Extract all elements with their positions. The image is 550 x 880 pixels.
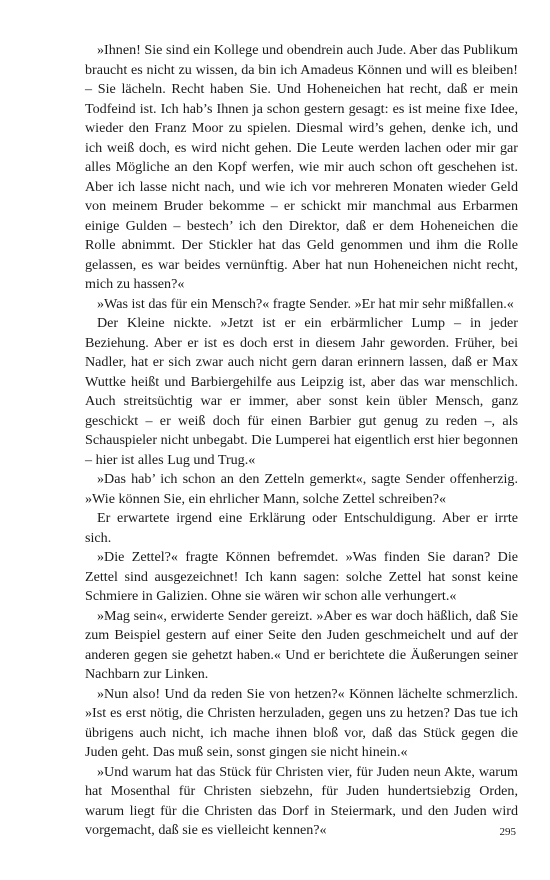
page-number: 295 (499, 826, 516, 838)
paragraph: »Die Zettel?« fragte Können befremdet. »Was finden Sie daran? Die Zettel sind ausgezeichnet! Ich kann sagen: solche Zettel hat sonst keine Schmiere in Galizien. Ohne sie wären wir schon alle verhungert.« (85, 549, 518, 604)
paragraph: »Was ist das für ein Mensch?« fragte Sender. »Er hat mir sehr mißfallen.« (97, 295, 514, 312)
paragraph: »Und warum hat das Stück für Christen vier, für Juden neun Akte, warum hat Mosenthal für Christen siebzehn, für Juden hundertsiebzig Orden, warum liegt für die Christen das Dorf in Steiermark, und den Juden wird vorgemacht, daß sie es vielleicht kennen?« (85, 763, 518, 838)
paragraph: »Das hab’ ich schon an den Zetteln gemerkt«, sagte Sender offenherzig. »Wie können Sie, ein ehrlicher Mann, solche Zettel schreiben?« (85, 471, 518, 507)
paragraph: »Nun also! Und da reden Sie von hetzen?« Können lächelte schmerzlich. »Ist es erst nötig, die Christen herzuladen, gegen uns zu hetzen? Das tue ich übrigens auch nicht, ich mache ihnen bloß vor, daß das Stück gegen die Juden geht. Das muß sein, sonst gingen sie nicht hinein.« (85, 685, 518, 760)
paragraph: »Ihnen! Sie sind ein Kollege und obendrein auch Jude. Aber das Publikum braucht es nicht zu wissen, da bin ich Amadeus Können und will es bleiben! – Sie lächeln. Recht haben Sie. Und Hoheneichen hat recht, daß er mein Todfeind ist. Ich hab’s Ihnen ja schon gestern gesagt: es ist meine fixe Idee, wieder den Franz Moor zu spielen. Diesmal wird’s gehen, denke ich, und ich weiß doch, es wird nicht gehen. Die Leute werden lachen oder mir gar alles Mögliche an den Kopf werfen, wie mir auch schon oft geschehen ist. Aber ich lasse nicht nach, und wie ich vor mehreren Monaten wieder Geld von meinem Bruder bekomme – er schickt mir manchmal aus Erbarmen einige Gulden – bestech’ ich den Direktor, daß er dem Hoheneichen die Rolle abnimmt. Der Stickler hat das Geld genommen und ihm die Rolle gelassen, es war beides vernünftig. Aber hat nun Hoheneichen nicht recht, mich zu hassen?« (85, 42, 518, 292)
paragraph: »Mag sein«, erwiderte Sender gereizt. »Aber es war doch häßlich, daß Sie zum Beispiel gestern auf einer Seite den Juden geschmeichelt und auf der anderen gegen sie gehetzt haben.« Und er berichtete die Äußerungen seiner Nachbarn zur Linken. (85, 607, 518, 682)
body-text (85, 41, 518, 841)
paragraph: Der Kleine nickte. »Jetzt ist er ein erbärmlicher Lump – in jeder Beziehung. Aber er ist es doch erst in diesem Jahr geworden. Früher, bei Nadler, hat er sich zwar auch nicht gern daran erinnern lassen, daß er Max Wuttke heißt und Barbiergehilfe aus Leipzig ist, aber das war menschlich. Auch streitsüchtig war er immer, aber sonst kein übler Mensch, ganz geschickt – er weiß doch für einen Barbier gut genug zu reden –, als Schauspieler nicht unbegabt. Die Lumperei hat eigentlich erst hier begonnen – hier ist alles Lug und Trug.« (85, 315, 518, 468)
paragraph: Er erwartete irgend eine Erklärung oder Entschuldigung. Aber er irrte sich. (85, 510, 518, 546)
